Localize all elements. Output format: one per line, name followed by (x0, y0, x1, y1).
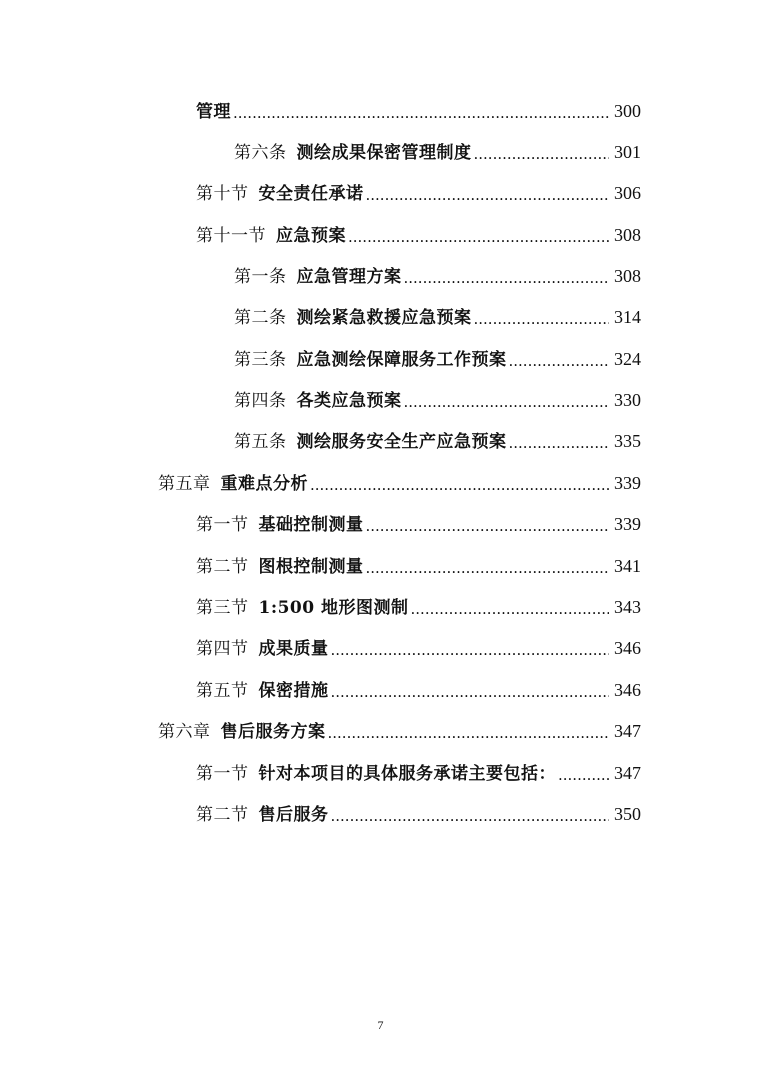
toc-leader-dots (411, 592, 609, 622)
toc-entry-number: 第四条 (234, 391, 287, 411)
toc-entry[interactable] (234, 137, 641, 167)
toc-entry-title: 针对本项目的具体服务承诺主要包括： (258, 764, 556, 784)
toc-entry-page: 339 (614, 514, 641, 534)
toc-entry[interactable] (234, 426, 641, 456)
toc-entry-title: 安全责任承诺 (258, 184, 364, 204)
toc-entry-title: 应急管理方案 (296, 267, 402, 287)
toc-entry[interactable] (234, 261, 641, 291)
toc-entry-number: 第一节 (196, 764, 249, 784)
toc-leader-dots (331, 799, 610, 829)
toc-entry-title: 各类应急预案 (296, 391, 402, 411)
toc-leader-dots (404, 261, 610, 291)
toc-entry[interactable] (196, 509, 641, 539)
toc-entry-page: 324 (614, 349, 641, 369)
toc-entry[interactable] (196, 220, 641, 250)
toc-entry-number: 第一条 (234, 267, 287, 287)
toc-entry[interactable] (196, 633, 641, 663)
toc-entry-page: 335 (614, 431, 641, 451)
toc-leader-dots (509, 426, 610, 456)
toc-leader-dots (558, 758, 609, 788)
toc-entry[interactable] (158, 468, 641, 498)
toc-entry-title: 应急测绘保障服务工作预案 (296, 350, 507, 370)
toc-leader-dots (328, 716, 610, 746)
toc-entry[interactable] (234, 344, 641, 374)
toc-entry-number: 第六条 (234, 143, 287, 163)
toc-entry-title: 售后服务方案 (220, 722, 326, 742)
toc-leader-dots (331, 675, 610, 705)
toc-entry[interactable] (196, 96, 641, 126)
toc-entry[interactable] (196, 178, 641, 208)
toc-entry-number: 第二节 (196, 805, 249, 825)
toc-entry-page: 314 (614, 307, 641, 327)
toc-leader-dots (348, 220, 609, 250)
toc-leader-dots (331, 633, 610, 663)
toc-entry-page: 343 (614, 597, 641, 617)
toc-leader-dots (366, 509, 610, 539)
toc-entry-number: 第四节 (196, 639, 249, 659)
toc-leader-dots (366, 551, 610, 581)
toc-entry-number: 第五章 (158, 474, 211, 494)
toc-entry-page: 350 (614, 804, 641, 824)
toc-entry-page: 339 (614, 473, 641, 493)
toc-entry-title: 保密措施 (258, 681, 329, 701)
toc-leader-dots (509, 344, 610, 374)
toc-entry-title: 图根控制测量 (258, 557, 364, 577)
toc-entry-title: 1:500 地形图测制 (258, 598, 409, 618)
toc-entry[interactable] (196, 551, 641, 581)
toc-entry-title: 管理 (196, 102, 231, 122)
toc-entry-page: 300 (614, 101, 641, 121)
toc-leader-dots (474, 137, 610, 167)
toc-entry-title: 测绘紧急救援应急预案 (296, 308, 472, 328)
toc-entry-page: 347 (614, 721, 641, 741)
toc-entry-title: 基础控制测量 (258, 515, 364, 535)
toc-entry-title: 成果质量 (258, 639, 329, 659)
toc-entry-number: 第五节 (196, 681, 249, 701)
toc-entry-title: 测绘成果保密管理制度 (296, 143, 472, 163)
toc-entry[interactable] (196, 675, 641, 705)
toc-leader-dots (474, 302, 610, 332)
toc-entry-page: 308 (614, 225, 641, 245)
toc-entry-page: 330 (614, 390, 641, 410)
toc-entry-title: 测绘服务安全生产应急预案 (296, 432, 507, 452)
toc-entry-page: 341 (614, 556, 641, 576)
toc-entry-page: 346 (614, 638, 641, 658)
toc-entry-title: 重难点分析 (220, 474, 308, 494)
page-number: 7 (377, 1018, 384, 1032)
toc-entry[interactable] (196, 592, 641, 622)
toc-entry-page: 308 (614, 266, 641, 286)
toc-entry-page: 306 (614, 183, 641, 203)
toc-entry[interactable] (196, 758, 641, 788)
toc-entry-number: 第十节 (196, 184, 249, 204)
toc-entry-title: 售后服务 (258, 805, 329, 825)
toc-entry-number: 第三条 (234, 350, 287, 370)
toc-entry[interactable] (234, 385, 641, 415)
toc-entry-number: 第十一节 (196, 226, 266, 246)
toc-entry-number: 第一节 (196, 515, 249, 535)
toc-entry[interactable] (158, 716, 641, 746)
toc-leader-dots (366, 178, 610, 208)
toc-entry[interactable] (196, 799, 641, 829)
toc-entry-page: 347 (614, 763, 641, 783)
toc-entry-page: 346 (614, 680, 641, 700)
toc-entry-title: 应急预案 (276, 226, 346, 246)
toc-entry-number: 第三节 (196, 598, 249, 618)
toc-entry-number: 第二节 (196, 557, 249, 577)
toc-entry-number: 第六章 (158, 722, 211, 742)
toc-leader-dots (404, 385, 610, 415)
toc-leader-dots (233, 96, 609, 126)
toc-entry-number: 第二条 (234, 308, 287, 328)
toc-entry[interactable] (234, 302, 641, 332)
toc-entry-page: 301 (614, 142, 641, 162)
toc-leader-dots (310, 468, 609, 498)
toc-entry-number: 第五条 (234, 432, 287, 452)
